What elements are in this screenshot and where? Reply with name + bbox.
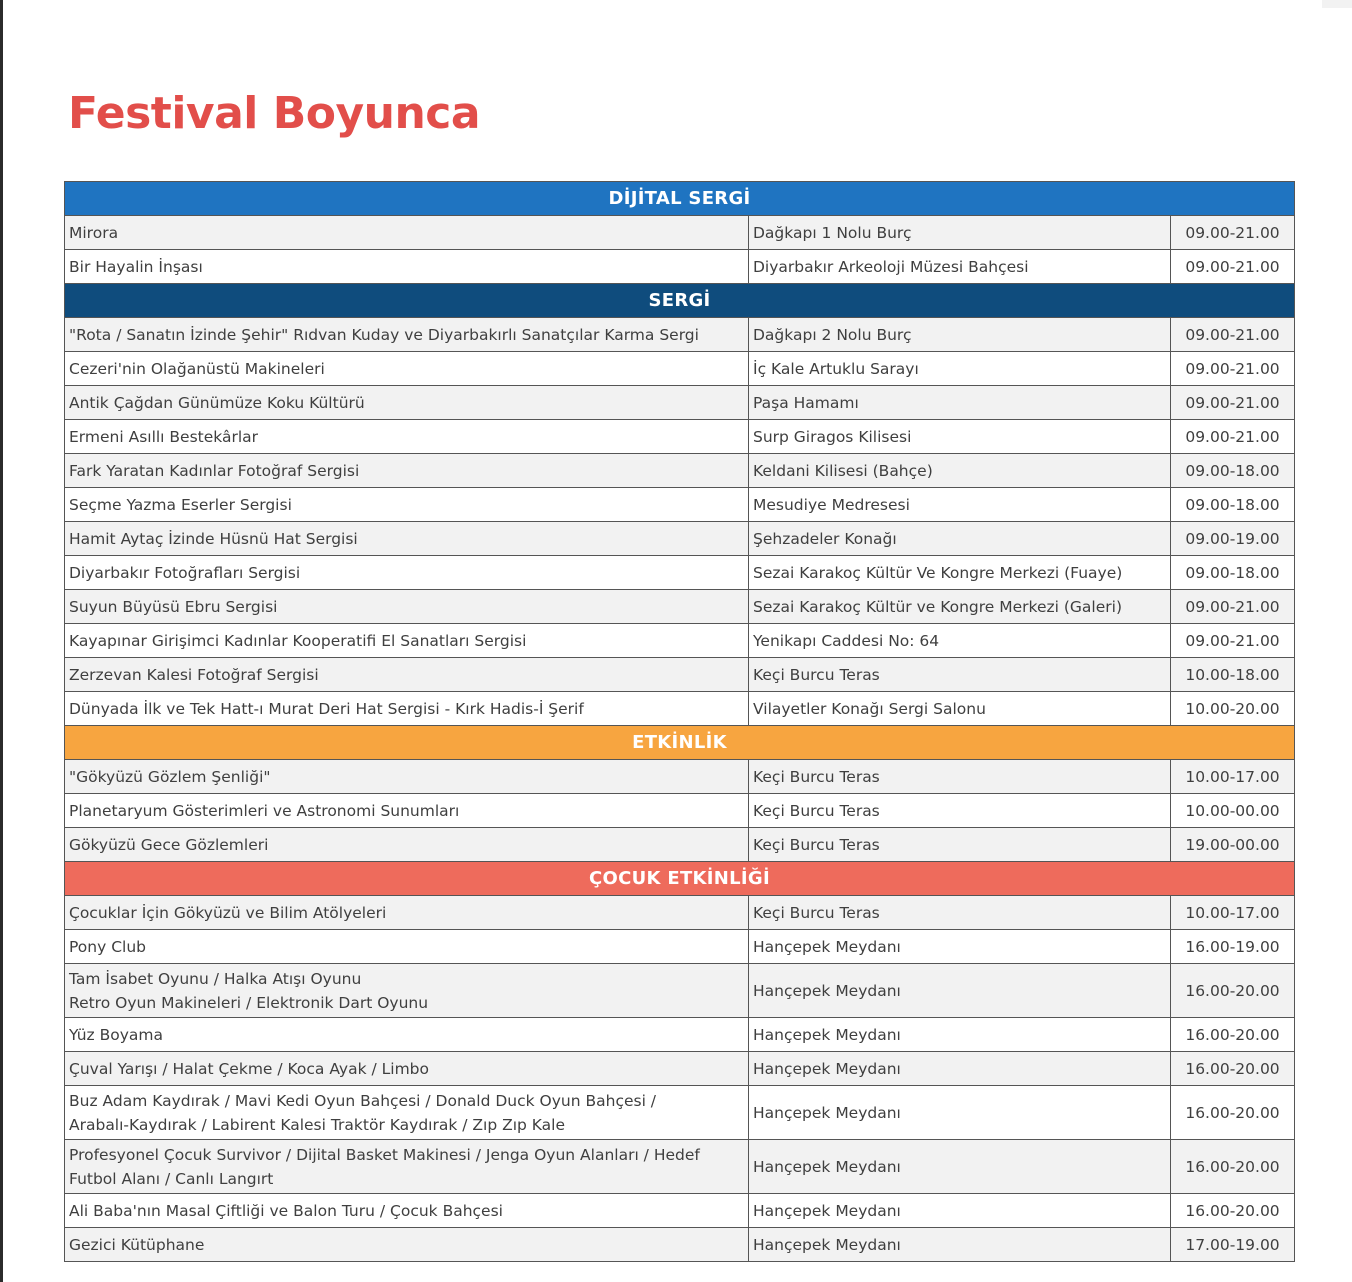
schedule-table [64, 181, 1295, 1262]
venue-cell: Hançepek Meydanı [749, 1228, 1171, 1262]
event-name: Mirora [69, 223, 119, 242]
venue-cell: Şehzadeler Konağı [749, 522, 1171, 556]
time-cell: 16.00-19.00 [1171, 930, 1295, 964]
event-name: Çuval Yarışı / Halat Çekme / Koca Ayak / Limbo [69, 1059, 429, 1078]
event-name: Gezici Kütüphane [69, 1235, 205, 1254]
event-name: Antik Çağdan Günümüze Koku Kültürü [69, 393, 365, 412]
event-cell [65, 454, 749, 488]
table-row [65, 930, 1295, 964]
venue-cell: Mesudiye Medresesi [749, 488, 1171, 522]
time-cell: 16.00-20.00 [1171, 1052, 1295, 1086]
event-name: Cezeri'nin Olağanüstü Makineleri [69, 359, 325, 378]
page-title: Festival Boyunca [68, 88, 481, 139]
event-cell [65, 318, 749, 352]
time-cell: 10.00-20.00 [1171, 692, 1295, 726]
table-row [65, 1018, 1295, 1052]
event-cell [65, 624, 749, 658]
time-cell: 09.00-21.00 [1171, 216, 1295, 250]
venue-cell: Keldani Kilisesi (Bahçe) [749, 454, 1171, 488]
section-header-row [65, 862, 1295, 896]
event-name: Kayapınar Girişimci Kadınlar Kooperatifi El Sanatları Sergisi [69, 631, 527, 650]
table-row [65, 760, 1295, 794]
table-row [65, 386, 1295, 420]
venue-cell: Diyarbakır Arkeoloji Müzesi Bahçesi [749, 250, 1171, 284]
event-cell [65, 692, 749, 726]
venue-cell: Hançepek Meydanı [749, 1018, 1171, 1052]
event-cell [65, 1228, 749, 1262]
event-name: Çocuklar İçin Gökyüzü ve Bilim Atölyeleri [69, 903, 387, 922]
event-name: Dünyada İlk ve Tek Hatt-ı Murat Deri Hat Sergisi - Kırk Hadis-İ Şerif [69, 699, 584, 718]
table-row [65, 658, 1295, 692]
venue-cell: Hançepek Meydanı [749, 1140, 1171, 1194]
table-row [65, 454, 1295, 488]
top-right-corner-mark [1322, 0, 1352, 8]
table-row [65, 1052, 1295, 1086]
schedule-body [65, 182, 1295, 1262]
event-name: Seçme Yazma Eserler Sergisi [69, 495, 292, 514]
time-cell: 09.00-21.00 [1171, 352, 1295, 386]
time-cell: 16.00-20.00 [1171, 1140, 1295, 1194]
section-header-row [65, 182, 1295, 216]
venue-cell: Paşa Hamamı [749, 386, 1171, 420]
table-row [65, 488, 1295, 522]
time-cell: 16.00-20.00 [1171, 1018, 1295, 1052]
event-name: Arabalı-Kaydırak / Labirent Kalesi Traktör Kaydırak / Zıp Zıp Kale [69, 1115, 566, 1134]
table-row [65, 590, 1295, 624]
venue-cell: Keçi Burcu Teras [749, 794, 1171, 828]
table-row [65, 1086, 1295, 1140]
time-cell: 09.00-21.00 [1171, 624, 1295, 658]
venue-cell: Sezai Karakoç Kültür ve Kongre Merkezi (Galeri) [749, 590, 1171, 624]
venue-cell: Hançepek Meydanı [749, 930, 1171, 964]
venue-cell: Dağkapı 2 Nolu Burç [749, 318, 1171, 352]
venue-cell: Keçi Burcu Teras [749, 896, 1171, 930]
venue-cell: Keçi Burcu Teras [749, 658, 1171, 692]
table-row [65, 352, 1295, 386]
event-cell [65, 250, 749, 284]
window-left-border [0, 0, 3, 1282]
event-name: Ermeni Asıllı Bestekârlar [69, 427, 259, 446]
venue-cell: Surp Giragos Kilisesi [749, 420, 1171, 454]
time-cell: 09.00-21.00 [1171, 386, 1295, 420]
event-cell [65, 352, 749, 386]
time-cell: 09.00-21.00 [1171, 420, 1295, 454]
table-row [65, 794, 1295, 828]
event-name: Planetaryum Gösterimleri ve Astronomi Sunumları [69, 801, 460, 820]
table-row [65, 1194, 1295, 1228]
table-row [65, 1228, 1295, 1262]
event-cell [65, 658, 749, 692]
table-row [65, 964, 1295, 1018]
event-cell [65, 1018, 749, 1052]
event-cell [65, 1052, 749, 1086]
section-header: DİJİTAL SERGİ [65, 182, 1295, 216]
section-header: ÇOCUK ETKİNLİĞİ [65, 862, 1295, 896]
time-cell: 10.00-00.00 [1171, 794, 1295, 828]
table-row [65, 216, 1295, 250]
event-cell [65, 386, 749, 420]
event-cell [65, 216, 749, 250]
event-name: Suyun Büyüsü Ebru Sergisi [69, 597, 278, 616]
event-cell [65, 488, 749, 522]
event-name: Hamit Aytaç İzinde Hüsnü Hat Sergisi [69, 529, 358, 548]
event-cell [65, 794, 749, 828]
event-name: Diyarbakır Fotoğrafları Sergisi [69, 563, 301, 582]
section-header: ETKİNLİK [65, 726, 1295, 760]
time-cell: 09.00-21.00 [1171, 250, 1295, 284]
time-cell: 19.00-00.00 [1171, 828, 1295, 862]
event-cell [65, 828, 749, 862]
section-header: SERGİ [65, 284, 1295, 318]
time-cell: 09.00-21.00 [1171, 590, 1295, 624]
event-name: "Rota / Sanatın İzinde Şehir" Rıdvan Kuday ve Diyarbakırlı Sanatçılar Karma Sergi [69, 325, 699, 344]
time-cell: 09.00-18.00 [1171, 454, 1295, 488]
time-cell: 09.00-19.00 [1171, 522, 1295, 556]
event-name: Bir Hayalin İnşası [69, 257, 203, 276]
table-row [65, 1140, 1295, 1194]
event-cell [65, 930, 749, 964]
venue-cell: Hançepek Meydanı [749, 1052, 1171, 1086]
event-cell [65, 522, 749, 556]
table-row [65, 692, 1295, 726]
table-row [65, 318, 1295, 352]
table-row [65, 420, 1295, 454]
venue-cell: Dağkapı 1 Nolu Burç [749, 216, 1171, 250]
event-name: Profesyonel Çocuk Survivor / Dijital Basket Makinesi / Jenga Oyun Alanları / Hedef [69, 1145, 700, 1164]
table-row [65, 522, 1295, 556]
table-row [65, 896, 1295, 930]
event-cell [65, 1140, 749, 1194]
event-cell [65, 760, 749, 794]
event-cell [65, 556, 749, 590]
event-cell [65, 1086, 749, 1140]
venue-cell: Keçi Burcu Teras [749, 828, 1171, 862]
event-name: Buz Adam Kaydırak / Mavi Kedi Oyun Bahçesi / Donald Duck Oyun Bahçesi / [69, 1091, 657, 1110]
event-name: Tam İsabet Oyunu / Halka Atışı Oyunu [69, 969, 362, 988]
event-name: Futbol Alanı / Canlı Langırt [69, 1169, 274, 1188]
event-name: Pony Club [69, 937, 146, 956]
section-header-row [65, 284, 1295, 318]
time-cell: 16.00-20.00 [1171, 964, 1295, 1018]
time-cell: 09.00-18.00 [1171, 556, 1295, 590]
event-name: Fark Yaratan Kadınlar Fotoğraf Sergisi [69, 461, 360, 480]
venue-cell: Hançepek Meydanı [749, 1194, 1171, 1228]
venue-cell: Vilayetler Konağı Sergi Salonu [749, 692, 1171, 726]
event-name: Ali Baba'nın Masal Çiftliği ve Balon Turu / Çocuk Bahçesi [69, 1201, 503, 1220]
time-cell: 10.00-18.00 [1171, 658, 1295, 692]
venue-cell: Yenikapı Caddesi No: 64 [749, 624, 1171, 658]
table-row [65, 624, 1295, 658]
venue-cell: Hançepek Meydanı [749, 964, 1171, 1018]
time-cell: 10.00-17.00 [1171, 760, 1295, 794]
venue-cell: İç Kale Artuklu Sarayı [749, 352, 1171, 386]
event-name: Zerzevan Kalesi Fotoğraf Sergisi [69, 665, 319, 684]
event-cell [65, 964, 749, 1018]
event-name: "Gökyüzü Gözlem Şenliği" [69, 767, 271, 786]
table-row [65, 828, 1295, 862]
event-name: Retro Oyun Makineleri / Elektronik Dart Oyunu [69, 993, 429, 1012]
table-row [65, 556, 1295, 590]
venue-cell: Keçi Burcu Teras [749, 760, 1171, 794]
time-cell: 10.00-17.00 [1171, 896, 1295, 930]
section-header-row [65, 726, 1295, 760]
event-cell [65, 896, 749, 930]
time-cell: 16.00-20.00 [1171, 1086, 1295, 1140]
time-cell: 09.00-21.00 [1171, 318, 1295, 352]
venue-cell: Hançepek Meydanı [749, 1086, 1171, 1140]
event-name: Gökyüzü Gece Gözlemleri [69, 835, 269, 854]
time-cell: 09.00-18.00 [1171, 488, 1295, 522]
event-cell [65, 420, 749, 454]
time-cell: 17.00-19.00 [1171, 1228, 1295, 1262]
event-cell [65, 1194, 749, 1228]
venue-cell: Sezai Karakoç Kültür Ve Kongre Merkezi (Fuaye) [749, 556, 1171, 590]
time-cell: 16.00-20.00 [1171, 1194, 1295, 1228]
table-row [65, 250, 1295, 284]
event-name: Yüz Boyama [69, 1025, 163, 1044]
event-cell [65, 590, 749, 624]
